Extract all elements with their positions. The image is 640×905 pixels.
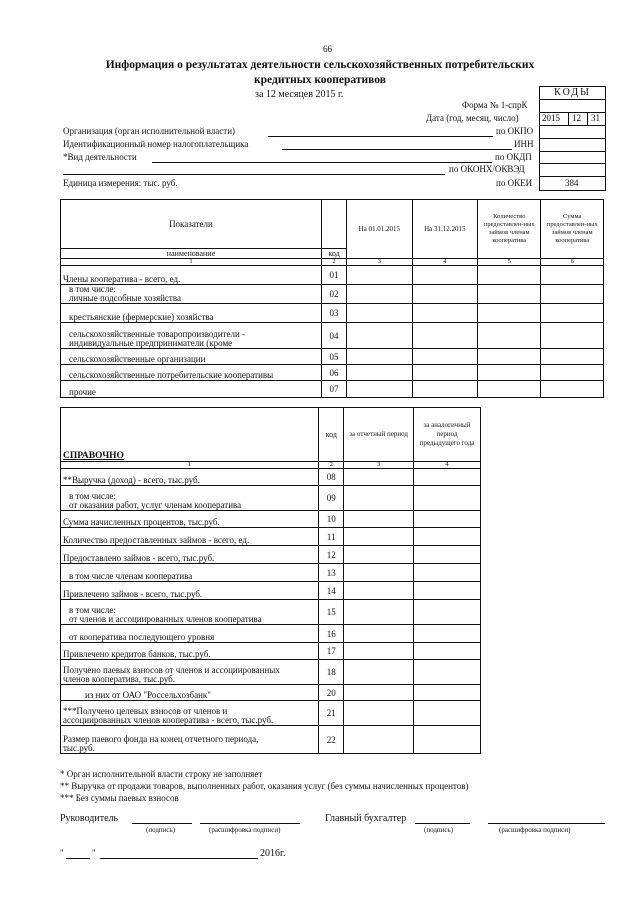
head-decoding-hint: (расшифровка подписи) — [209, 826, 281, 834]
value-cell[interactable] — [414, 528, 481, 546]
row-name: в том числе: — [69, 605, 116, 615]
col-number: 4 — [414, 462, 481, 469]
value-cell[interactable] — [541, 304, 604, 323]
footnote-1: * Орган исполнительной власти строку не заполняет — [60, 769, 263, 779]
okonh-label: по ОКОНХ/ОКВЭД — [449, 164, 525, 174]
col-number: 2 — [319, 462, 344, 469]
inn-field[interactable] — [282, 149, 512, 150]
value-cell[interactable] — [344, 660, 414, 685]
table-row — [61, 349, 604, 365]
row-code: 21 — [319, 701, 344, 726]
row-name-line2: от членов и ассоциированных членов кооператива — [69, 614, 262, 624]
value-cell[interactable] — [412, 266, 477, 285]
col-number: 4 — [412, 259, 477, 266]
value-cell[interactable] — [414, 625, 481, 643]
value-cell[interactable] — [414, 660, 481, 685]
table-row — [61, 365, 604, 381]
row-name: **Выручка (доход) - всего, тыс.руб. — [61, 469, 319, 486]
members-table — [60, 199, 604, 398]
table-row — [61, 511, 481, 528]
org-label: Организация (орган исполнительной власти) — [63, 126, 236, 136]
row-name: Получено паевых взносов от членов и ассоциированных — [63, 665, 280, 675]
row-name-line2: индивидуальные предприниматели (кроме — [69, 338, 233, 348]
head-signature-field[interactable] — [132, 823, 192, 824]
date-month-field[interactable] — [100, 858, 258, 859]
unit-label: Единица измерения: тыс. руб. — [63, 178, 178, 188]
accountant-decoding-hint: (расшифровка подписи) — [499, 826, 571, 834]
row-code: 02 — [321, 285, 346, 304]
table-row — [61, 564, 481, 582]
row-name: сельскохозяйственные потребительские кооперативы — [61, 365, 322, 381]
value-cell[interactable] — [412, 323, 477, 349]
accountant-signature-field[interactable] — [415, 823, 470, 824]
row-code: 01 — [321, 266, 346, 285]
row-code: 12 — [319, 546, 344, 564]
row-name: в том числе членам кооператива — [61, 564, 319, 582]
value-cell[interactable] — [412, 304, 477, 323]
value-cell[interactable] — [347, 285, 412, 304]
row-name: Предоставлено займов - всего, тыс.руб. — [61, 546, 319, 564]
table-row — [61, 266, 604, 285]
col-number: 1 — [61, 259, 322, 266]
table-row — [61, 582, 481, 600]
row-code: 18 — [319, 660, 344, 685]
activity-field-line2[interactable] — [63, 174, 445, 175]
inn-org-label: Идентификационный номер налогоплательщика — [63, 139, 249, 149]
col-date1-header: На 01.01.2015 — [347, 200, 412, 259]
col-number: 1 — [61, 462, 319, 469]
table-row — [61, 726, 481, 754]
head-decoding-field[interactable] — [200, 823, 300, 824]
value-cell[interactable] — [541, 365, 604, 381]
page-number: 66 — [323, 44, 332, 54]
value-cell[interactable] — [347, 304, 412, 323]
table-row — [61, 625, 481, 643]
date-year: 2015 — [542, 113, 560, 123]
table-row — [61, 701, 481, 726]
value-cell[interactable] — [412, 285, 477, 304]
codes-header: КОДЫ — [554, 87, 591, 98]
table-row — [61, 528, 481, 546]
value-cell[interactable] — [347, 349, 412, 365]
row-code: 15 — [319, 600, 344, 625]
value-cell[interactable] — [478, 304, 541, 323]
table-row — [61, 285, 604, 304]
table-row — [61, 600, 481, 625]
table-row — [61, 304, 604, 323]
col-number: 6 — [541, 259, 604, 266]
activity-field[interactable] — [152, 162, 492, 163]
row-name: крестьянские (фермерские) хозяйства — [61, 304, 322, 323]
footnote-2: ** Выручка от продажи товаров, выполненных работ, оказания услуг (без суммы начисленных процентов) — [60, 781, 469, 791]
okei-value: 384 — [565, 178, 579, 188]
table-row — [61, 469, 481, 486]
row-code: 08 — [319, 469, 344, 486]
value-cell[interactable] — [347, 365, 412, 381]
value-cell[interactable] — [344, 564, 414, 582]
date-month: 12 — [572, 113, 581, 123]
value-cell[interactable] — [414, 511, 481, 528]
value-cell[interactable] — [344, 600, 414, 625]
value-cell[interactable] — [541, 285, 604, 304]
col-number: 3 — [347, 259, 412, 266]
date-label: Дата (год, месяц, число) — [426, 113, 519, 123]
col-number: 2 — [321, 259, 346, 266]
value-cell[interactable] — [414, 486, 481, 511]
table-row — [61, 685, 481, 701]
value-cell[interactable] — [344, 469, 414, 486]
value-cell[interactable] — [344, 625, 414, 643]
value-cell[interactable] — [344, 511, 414, 528]
row-name: Количество предоставленных займов - всего, ед. — [61, 528, 319, 546]
row-code: 09 — [319, 486, 344, 511]
table-row — [61, 546, 481, 564]
codes-header-box — [539, 86, 606, 100]
col-loans-count-header: Количество предоставлен-ных займов членам кооператива — [478, 200, 541, 259]
value-cell[interactable] — [344, 685, 414, 701]
date-year-suffix: 2016г. — [260, 848, 286, 859]
section-title: СПРАВОЧНО — [61, 408, 319, 462]
value-cell[interactable] — [414, 726, 481, 754]
value-cell[interactable] — [414, 546, 481, 564]
table-row — [61, 660, 481, 685]
table-row — [61, 643, 481, 660]
col-current-header: за отчетный период — [344, 408, 414, 462]
page-title: Информация о результатах деятельности сельскохозяйственных потребительских — [105, 59, 535, 71]
value-cell[interactable] — [478, 266, 541, 285]
row-code: 06 — [321, 365, 346, 381]
row-name: прочие — [61, 381, 322, 398]
inn-label: ИНН — [514, 139, 534, 149]
value-cell[interactable] — [478, 349, 541, 365]
value-cell[interactable] — [344, 582, 414, 600]
value-cell[interactable] — [414, 643, 481, 660]
col-loans-sum-header: Сумма предоставлен-ных займов членам кооператива — [541, 200, 604, 259]
row-code: 03 — [321, 304, 346, 323]
okei-label: по ОКЕИ — [496, 178, 533, 188]
date-quote-close: " — [92, 848, 96, 858]
row-name-line2: от оказания работ, услуг членам кооператива — [69, 500, 242, 510]
row-code: 04 — [321, 323, 346, 349]
form-label: Форма № 1-спрК — [462, 100, 528, 110]
footnote-3: *** Без суммы паевых взносов — [60, 793, 179, 803]
org-field[interactable] — [268, 136, 493, 137]
chief-accountant-label: Главный бухгалтер — [325, 813, 407, 824]
row-code: 05 — [321, 349, 346, 365]
row-name-line2: личные подсобные хозяйства — [69, 293, 181, 303]
row-name: Размер паевого фонда на конец отчетного периода, — [63, 734, 259, 744]
value-cell[interactable] — [344, 701, 414, 726]
value-cell[interactable] — [541, 381, 604, 398]
value-cell[interactable] — [344, 486, 414, 511]
row-name: Привлечено кредитов банков, тыс.руб. — [61, 643, 319, 660]
value-cell[interactable] — [344, 546, 414, 564]
col-code-header: код — [321, 249, 346, 259]
row-code: 10 — [319, 511, 344, 528]
date-day: 31 — [591, 113, 600, 123]
row-code: 16 — [319, 625, 344, 643]
value-cell[interactable] — [412, 349, 477, 365]
row-name-line2: членов кооператива, тыс.руб. — [63, 674, 176, 684]
row-name-line2: тыс.руб. — [63, 743, 95, 753]
value-cell[interactable] — [541, 323, 604, 349]
row-name: из них от ОАО "Россельхозбанк" — [61, 685, 319, 701]
col-number: 5 — [478, 259, 541, 266]
okpo-label: по ОКПО — [496, 126, 534, 136]
value-cell[interactable] — [347, 266, 412, 285]
value-cell[interactable] — [414, 469, 481, 486]
col-date2-header: На 31.12.2015 — [412, 200, 477, 259]
head-label: Руководитель — [60, 813, 119, 824]
row-name: от кооператива последующего уровня — [61, 625, 319, 643]
row-code: 17 — [319, 643, 344, 660]
value-cell[interactable] — [412, 365, 477, 381]
row-name: в том числе: — [69, 284, 116, 294]
table-row — [61, 381, 604, 398]
value-cell[interactable] — [344, 643, 414, 660]
date-day-field[interactable] — [66, 858, 90, 859]
value-cell[interactable] — [478, 381, 541, 398]
row-name: сельскохозяйственные организации — [61, 349, 322, 365]
value-cell[interactable] — [347, 323, 412, 349]
value-cell[interactable] — [412, 381, 477, 398]
value-cell[interactable] — [414, 701, 481, 726]
value-cell[interactable] — [478, 285, 541, 304]
okdp-label: по ОКДП — [495, 152, 532, 162]
row-code: 14 — [319, 582, 344, 600]
date-quote-open: " — [60, 848, 64, 858]
row-name: Сумма начисленных процентов, тыс.руб. — [61, 511, 319, 528]
row-code: 11 — [319, 528, 344, 546]
page-title-line2: кредитных кооперативов — [254, 74, 386, 86]
col-code-header: код — [319, 408, 344, 462]
value-cell[interactable] — [478, 323, 541, 349]
head-signature-hint: (подпись) — [146, 826, 176, 834]
row-name: в том числе: — [69, 491, 116, 501]
value-cell[interactable] — [344, 726, 414, 754]
value-cell[interactable] — [478, 365, 541, 381]
value-cell[interactable] — [347, 381, 412, 398]
row-name-line2: ассоциированных членов кооператива - всего, тыс.руб. — [63, 715, 274, 725]
value-cell[interactable] — [541, 266, 604, 285]
col-name-header: наименование — [61, 249, 322, 259]
value-cell[interactable] — [414, 600, 481, 625]
value-cell[interactable] — [414, 582, 481, 600]
col-number: 3 — [344, 462, 414, 469]
row-code: 07 — [321, 381, 346, 398]
accountant-decoding-field[interactable] — [488, 823, 605, 824]
value-cell[interactable] — [344, 528, 414, 546]
row-name: Члены кооператива - всего, ед. — [61, 266, 322, 285]
row-code: 13 — [319, 564, 344, 582]
col-previous-header: за аналогичный период предыдущего года — [414, 408, 481, 462]
value-cell[interactable] — [414, 564, 481, 582]
row-name: Привлечено займов - всего, тыс.руб. — [61, 582, 319, 600]
table-row — [61, 486, 481, 511]
value-cell[interactable] — [541, 349, 604, 365]
row-name: сельскохозяйственные товаропроизводители - — [69, 329, 246, 339]
indicators-header: Показатели — [61, 200, 322, 249]
activity-label: *Вид деятельности — [63, 152, 137, 162]
accountant-signature-hint: (подпись) — [424, 826, 454, 834]
reference-table — [60, 407, 481, 754]
table-row — [61, 323, 604, 349]
report-period: за 12 месяцев 2015 г. — [255, 89, 344, 100]
value-cell[interactable] — [414, 685, 481, 701]
row-name: ***Получено целевых взносов от членов и — [63, 706, 228, 716]
row-code: 22 — [319, 726, 344, 754]
row-code: 20 — [319, 685, 344, 701]
